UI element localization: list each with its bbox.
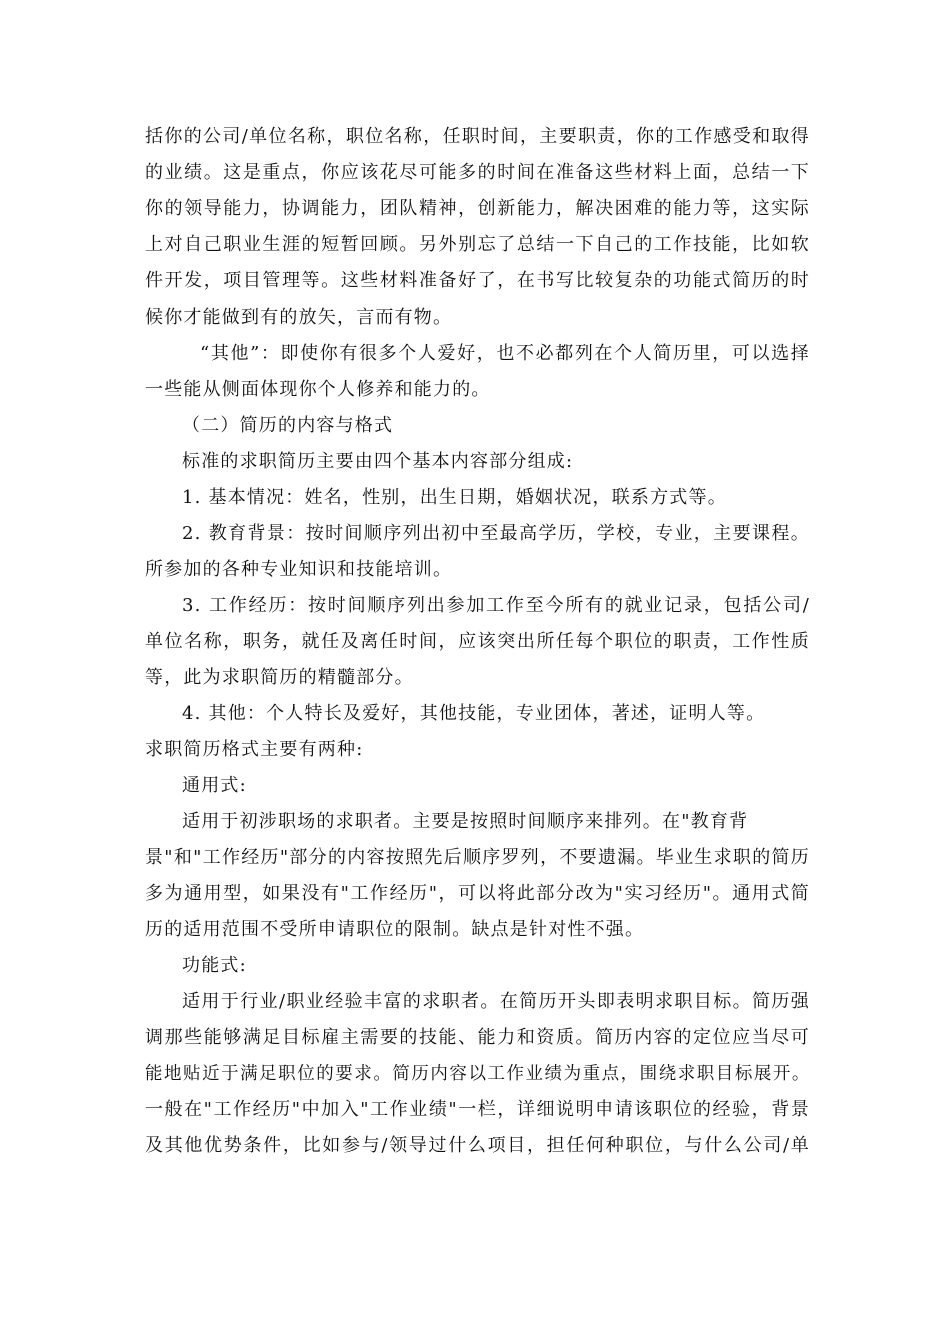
body-line-20: 适用于初涉职场的求职者。主要是按照时间顺序来排列。在"教育背 (182, 811, 749, 832)
body-line-22: 多为通用型，如果没有"工作经历"，可以将此部分改为"实习经历"。通用式简 (145, 883, 810, 904)
body-line-21: 景"和"工作经历"部分的内容按照先后顺序罗列，不要遗漏。毕业生求职的简历 (145, 847, 810, 868)
list-item-3-cont-1: 单位名称，职务，就任及离任时间，应该突出所任每个职位的职责，工作性质 (145, 631, 810, 652)
list-item-3: 3. 工作经历：按时间顺序列出参加工作至今所有的就业记录，包括公司/ (182, 595, 810, 616)
subheading-general: 通用式: (182, 775, 247, 796)
body-line-7: “其他”：即使你有很多个人爱好，也不必都列在个人简历里，可以选择 (200, 343, 810, 364)
subheading-functional: 功能式: (182, 955, 247, 976)
body-line-23: 历的适用范围不受所申请职位的限制。缺点是针对性不强。 (145, 919, 645, 940)
body-line-6: 候你才能做到有的放矢，言而有物。 (145, 307, 453, 328)
body-line-26: 调那些能够满足目标雇主需要的技能、能力和资质。简历内容的定位应当尽可 (145, 1027, 810, 1048)
list-item-4: 4. 其他：个人特长及爱好，其他技能，专业团体，著述，证明人等。 (182, 703, 766, 724)
body-line-8: 一些能从侧面体现你个人修养和能力的。 (145, 379, 491, 400)
body-line-28: 一般在"工作经历"中加入"工作业绩"一栏，详细说明申请该职位的经验，背景 (145, 1099, 810, 1120)
section-heading: （二）简历的内容与格式 (182, 415, 394, 436)
body-line-10: 标准的求职简历主要由四个基本内容部分组成: (182, 451, 574, 472)
body-line-27: 能地贴近于满足职位的要求。简历内容以工作业绩为重点，围绕求职目标展开。 (145, 1064, 810, 1084)
body-line-5: 件开发，项目管理等。这些材料准备好了，在书写比较复杂的功能式简历的时 (145, 270, 810, 291)
body-line-3: 你的领导能力，协调能力，团队精神，创新能力，解决困难的能力等，这实际 (145, 198, 810, 219)
body-line-18: 求职简历格式主要有两种: (145, 739, 364, 760)
body-line-29: 及其他优势条件，比如参与/领导过什么项目，担任何种职位，与什么公司/单 (145, 1135, 810, 1156)
body-line-25: 适用于行业/职业经验丰富的求职者。在简历开头即表明求职目标。简历强 (182, 991, 810, 1012)
body-line-1: 括你的公司/单位名称，职位名称，任职时间，主要职责，你的工作感受和取得 (145, 126, 810, 147)
body-line-4: 上对自己职业生涯的短暂回顾。另外别忘了总结一下自己的工作技能，比如软 (145, 234, 810, 255)
list-item-1: 1. 基本情况：姓名，性别，出生日期，婚姻状况，联系方式等。 (182, 487, 727, 508)
list-item-3-cont-2: 等，此为求职简历的精髓部分。 (145, 667, 414, 688)
list-item-2: 2. 教育背景：按时间顺序列出初中至最高学历，学校，专业，主要课程。 (182, 523, 810, 544)
body-line-2: 的业绩。这是重点，你应该花尽可能多的时间在准备这些材料上面，总结一下 (145, 162, 810, 183)
list-item-2-cont: 所参加的各种专业知识和技能培训。 (145, 559, 453, 580)
